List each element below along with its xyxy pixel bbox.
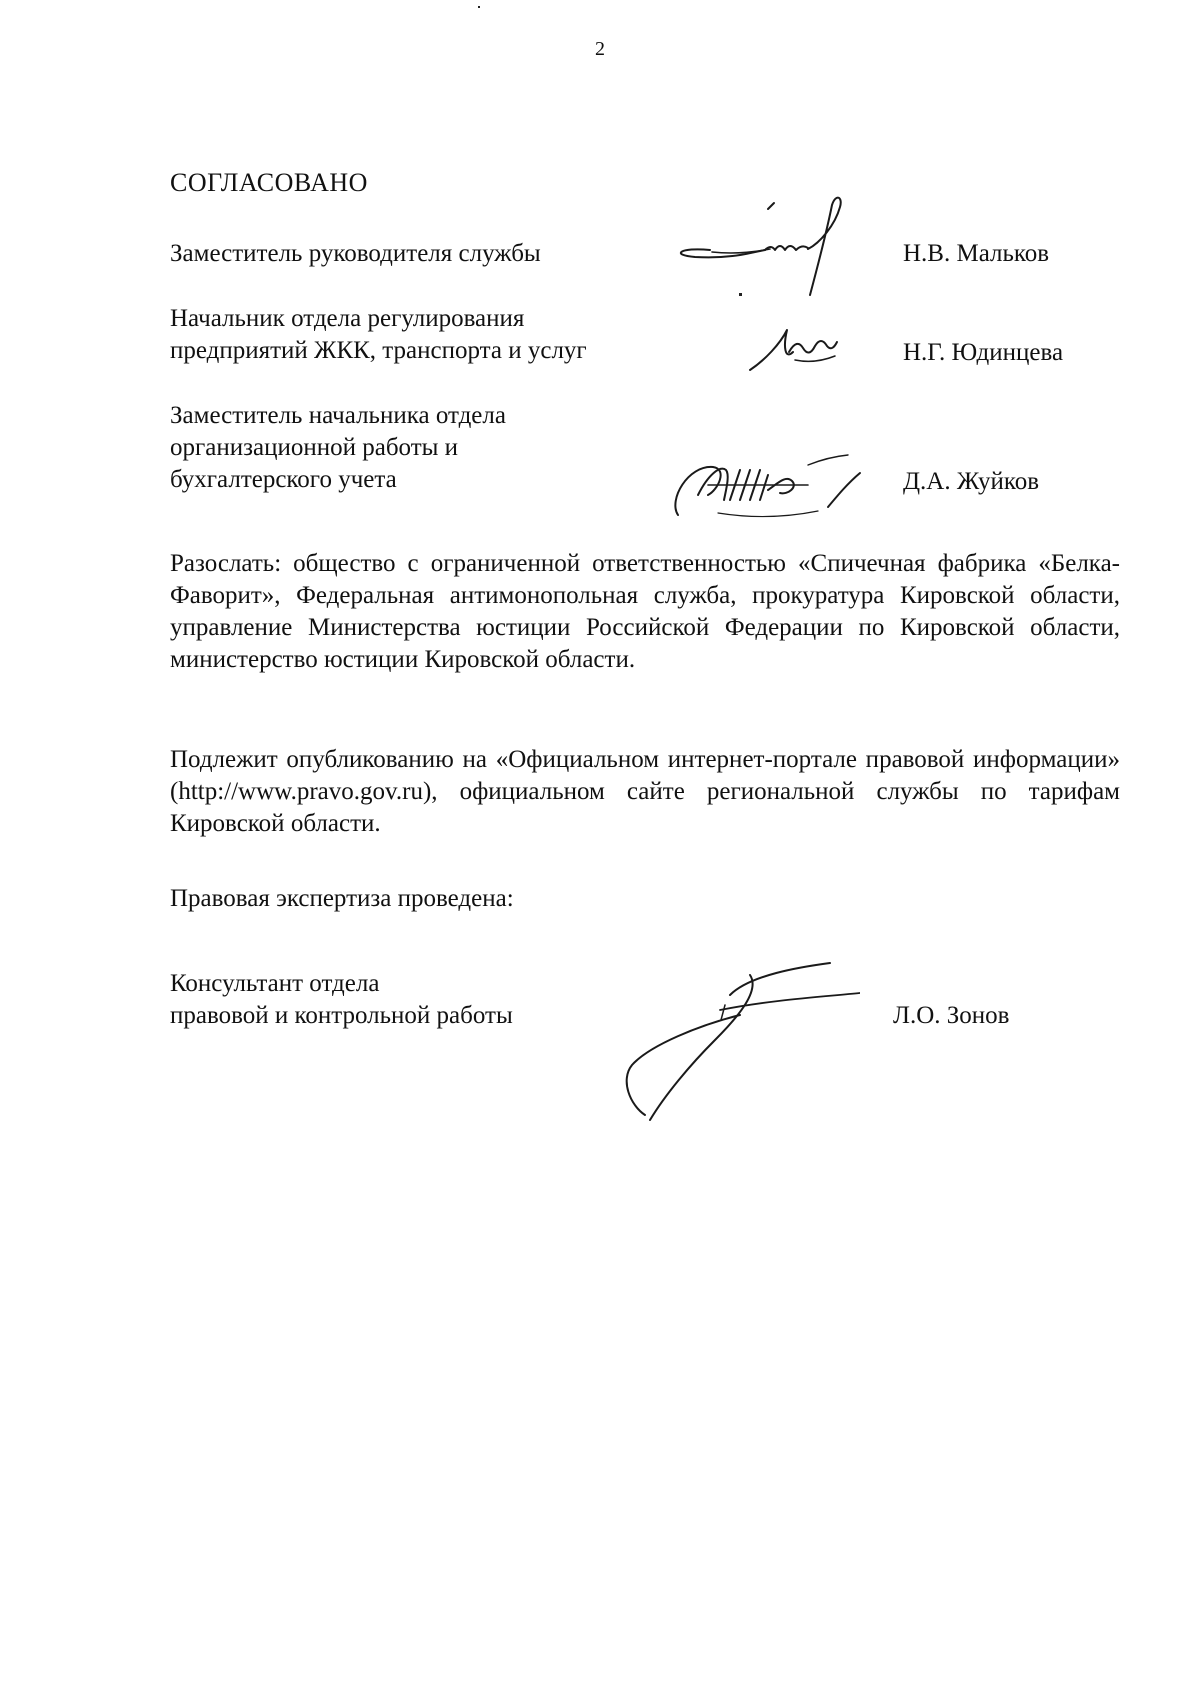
signature-zhuykov	[668, 445, 878, 525]
position-line: бухгалтерского учета	[170, 466, 397, 493]
approver-name-3: Д.А. Жуйков	[903, 468, 1040, 495]
scan-speck	[478, 6, 480, 8]
position-line: Заместитель руководителя службы	[170, 240, 541, 267]
approval-heading: СОГЛАСОВАНО	[170, 168, 368, 197]
approval-position-3	[170, 400, 506, 496]
page-number: 2	[595, 38, 605, 60]
approver-name-2: Н.Г. Юдинцева	[903, 339, 1064, 366]
position-line: Заместитель начальника отдела	[170, 402, 506, 429]
position-line: Начальник отдела регулирования	[170, 305, 525, 332]
consultant-position	[170, 968, 513, 1032]
legal-review-text: Правовая экспертиза проведена:	[170, 885, 514, 912]
signature-zonov	[620, 955, 860, 1125]
position-line: правовой и контрольной работы	[170, 1002, 513, 1029]
signature-malkov	[650, 195, 890, 305]
approver-name-1: Н.В. Мальков	[903, 240, 1050, 267]
position-line: Консультант отдела	[170, 970, 380, 997]
approval-position-1	[170, 238, 541, 270]
consultant-name: Л.О. Зонов	[893, 1002, 1010, 1029]
signature-yudintseva	[745, 322, 855, 382]
position-line: организационной работы и	[170, 434, 459, 461]
distribution-paragraph: Разослать: общество с ограниченной ответственностью «Спичечная фабрика «Белка-Фаворит», Федеральная антимонопольная служба, прокуратура Кировской области, управление Министерства юстиции Российской Федерации по Кировской области, министерство юстиции Кировской области.	[170, 550, 1120, 673]
position-line: предприятий ЖКК, транспорта и услуг	[170, 337, 587, 364]
approval-position-2	[170, 303, 587, 367]
publication-paragraph: Подлежит опубликованию на «Официальном интернет-портале правовой информации» (http://www.pravo.gov.ru), официальном сайте региональной службы по тарифам Кировской области.	[170, 746, 1120, 837]
